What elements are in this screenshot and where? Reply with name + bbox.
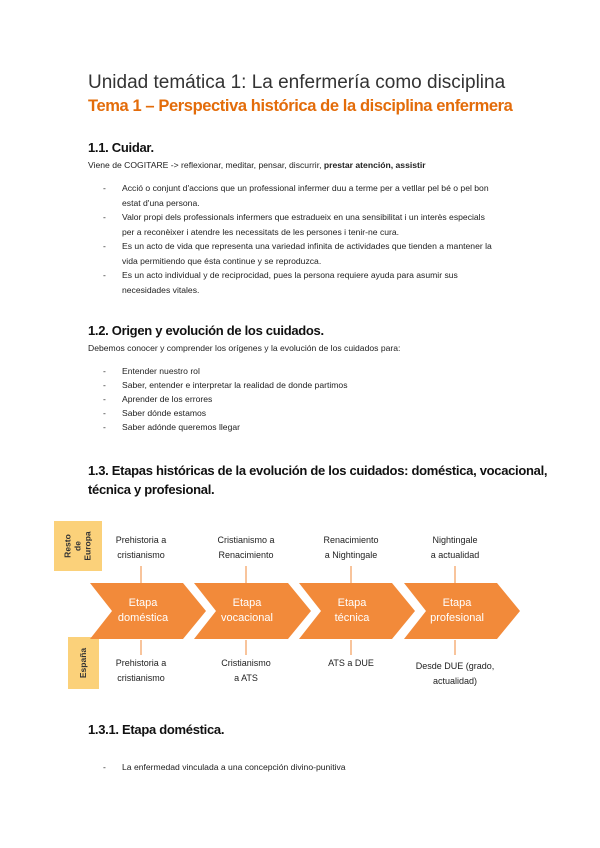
- section-heading-etapas: 1.3. Etapas históricas de la evolución de los cuidados: doméstica, vocacional,: [88, 463, 548, 478]
- section-heading-etapas-cont: técnica y profesional.: [88, 482, 215, 497]
- stage-label: Etapa vocacional: [221, 597, 273, 624]
- period-label-europa: Prehistoria a cristianismo: [115, 535, 167, 560]
- section-heading-cuidar: 1.1. Cuidar.: [88, 140, 154, 155]
- stage-label: Etapa profesional: [430, 597, 484, 624]
- document-subtitle: Tema 1 – Perspectiva histórica de la disciplina enfermera: [88, 97, 513, 115]
- section-heading-origen: 1.2. Origen y evolución de los cuidados.: [88, 323, 324, 338]
- period-label-espana: Prehistoria a cristianismo: [115, 658, 167, 683]
- section-intro-cuidar: Viene de COGITARE -> reflexionar, meditar, pensar, discurrir, prestar atención, assistir: [88, 160, 426, 170]
- document-title: Unidad temática 1: La enfermería como disciplina: [88, 72, 506, 93]
- section-intro-origen: Debemos conocer y comprender los orígenes y la evolución de los cuidados para:: [88, 343, 401, 353]
- period-label-espana: Cristianismo a ATS: [221, 658, 271, 683]
- period-label-espana: Desde DUE (grado, actualidad): [415, 661, 495, 686]
- stage-label: Etapa doméstica: [117, 597, 169, 624]
- period-label-espana: ATS a DUE: [328, 658, 374, 668]
- period-label-europa: Cristianismo a Renacimiento: [217, 535, 275, 560]
- region-tag-europa: Resto de Europa: [54, 521, 102, 571]
- stage-label: Etapa técnica: [334, 597, 370, 624]
- period-label-europa: Nightingale a actualidad: [430, 535, 480, 560]
- region-tag-espana: España: [68, 637, 99, 689]
- section-heading-domestica: 1.3.1. Etapa doméstica.: [88, 722, 225, 737]
- period-label-europa: Renacimiento a Nightingale: [323, 535, 379, 560]
